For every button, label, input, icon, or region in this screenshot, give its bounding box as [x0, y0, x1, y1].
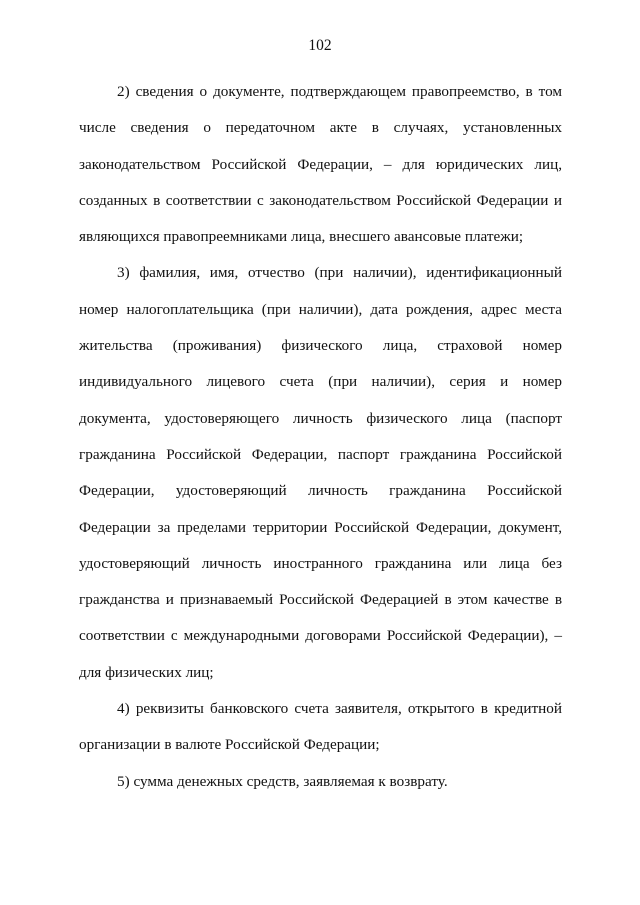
- paragraph-item-2: 2) сведения о документе, подтверждающем правопреемство, в том числе сведения о передаточном акте в случаях, установленных законодательством Российской Федерации, – для юридических лиц, созданных в соответствии с законодательством Российской Федерации и являющихся правопреемниками лица, внесшего авансовые платежи;: [79, 83, 562, 246]
- document-body: [79, 74, 562, 800]
- paragraph-item-5: 5) сумма денежных средств, заявляемая к возврату.: [117, 772, 448, 790]
- paragraph-item-4: 4) реквизиты банковского счета заявителя, открытого в кредитной организации в валюте Российской Федерации;: [79, 700, 562, 754]
- paragraph-item-3: 3) фамилия, имя, отчество (при наличии), идентификационный номер налогоплательщика (при наличии), дата рождения, адрес места жительства (проживания) физического лица, страховой номер индивидуального лицевого счета (при наличии), серия и номер документа, удостоверяющего личность физического лица (паспорт гражданина Российской Федерации, паспорт гражданина Российской Федерации, удостоверяющий личность гражданина Российской Федерации за пределами территории Российской Федерации, документ, удостоверяющий личность иностранного гражданина или лица без гражданства и признаваемый Российской Федерацией в этом качестве в соответствии с международными договорами Российской Федерации), – для физических лиц;: [79, 264, 562, 681]
- page-number: 102: [308, 37, 332, 54]
